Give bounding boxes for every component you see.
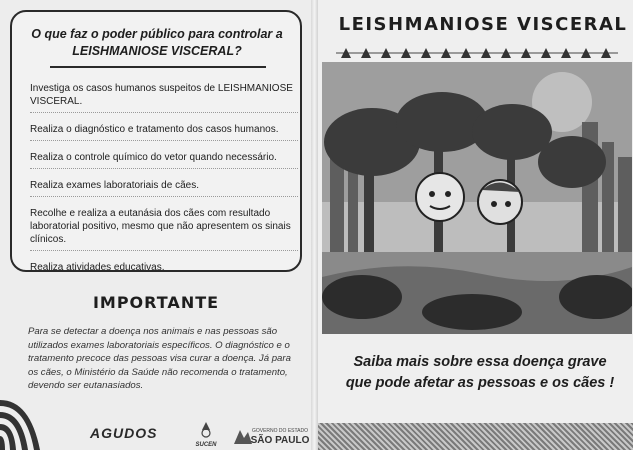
sao-paulo-logo: [232, 424, 310, 448]
title-underline: [50, 66, 266, 68]
tagline-line2: que pode afetar as pessoas e os cães !: [345, 375, 615, 391]
cover-tagline: [332, 352, 628, 394]
list-item: Investiga os casos humanos suspeitos de LEISHMANIOSE VISCERAL.: [30, 82, 298, 113]
arrow-border-icon: [336, 46, 618, 60]
sp-line1: GOVERNO DO ESTADO: [251, 428, 309, 434]
question-title-line2: LEISHMANIOSE VISCERAL?: [72, 44, 242, 58]
sucen-text: SUCEN: [195, 442, 217, 448]
list-item: Recolhe e realiza a eutanásia dos cães com resultado laboratorial positivo, mesmo que não apresentem os sinais clínicos.: [30, 207, 298, 251]
striped-emblem-icon: [0, 395, 42, 450]
cover-title: LEISHMANIOSE VISCERAL: [338, 14, 628, 35]
patterned-footer: [318, 423, 633, 450]
tagline-line1: Saiba mais sobre essa doença grave: [353, 354, 607, 370]
question-title: [22, 26, 292, 60]
page-fold: [311, 0, 318, 450]
agudos-logo: AGUDOS: [90, 425, 158, 441]
actions-list: [30, 82, 298, 288]
question-box: [10, 10, 302, 272]
question-title-line1: O que faz o poder público para controlar a: [31, 27, 283, 41]
sucen-logo: [188, 420, 224, 448]
list-item: Realiza o controle químico do vetor quando necessário.: [30, 151, 298, 169]
list-item: Realiza o diagnóstico e tratamento dos casos humanos.: [30, 123, 298, 141]
important-text: Para se detectar a doença nos animais e nas pessoas são utilizados exames laboratoriais específicos. O diagnóstico e o tratamento precoce das pessoas visa curar a doença. Já para os cães, o Ministério da Saúde não recomenda o tratamento, devendo ser eutanasiados.: [28, 326, 291, 391]
sp-line2: SÃO PAULO: [250, 435, 310, 446]
list-item: Realiza exames laboratoriais de cães.: [30, 179, 298, 197]
important-heading: IMPORTANTE: [92, 293, 220, 312]
cover-illustration: [322, 62, 632, 334]
list-item: Realiza atividades educativas.: [30, 262, 165, 273]
